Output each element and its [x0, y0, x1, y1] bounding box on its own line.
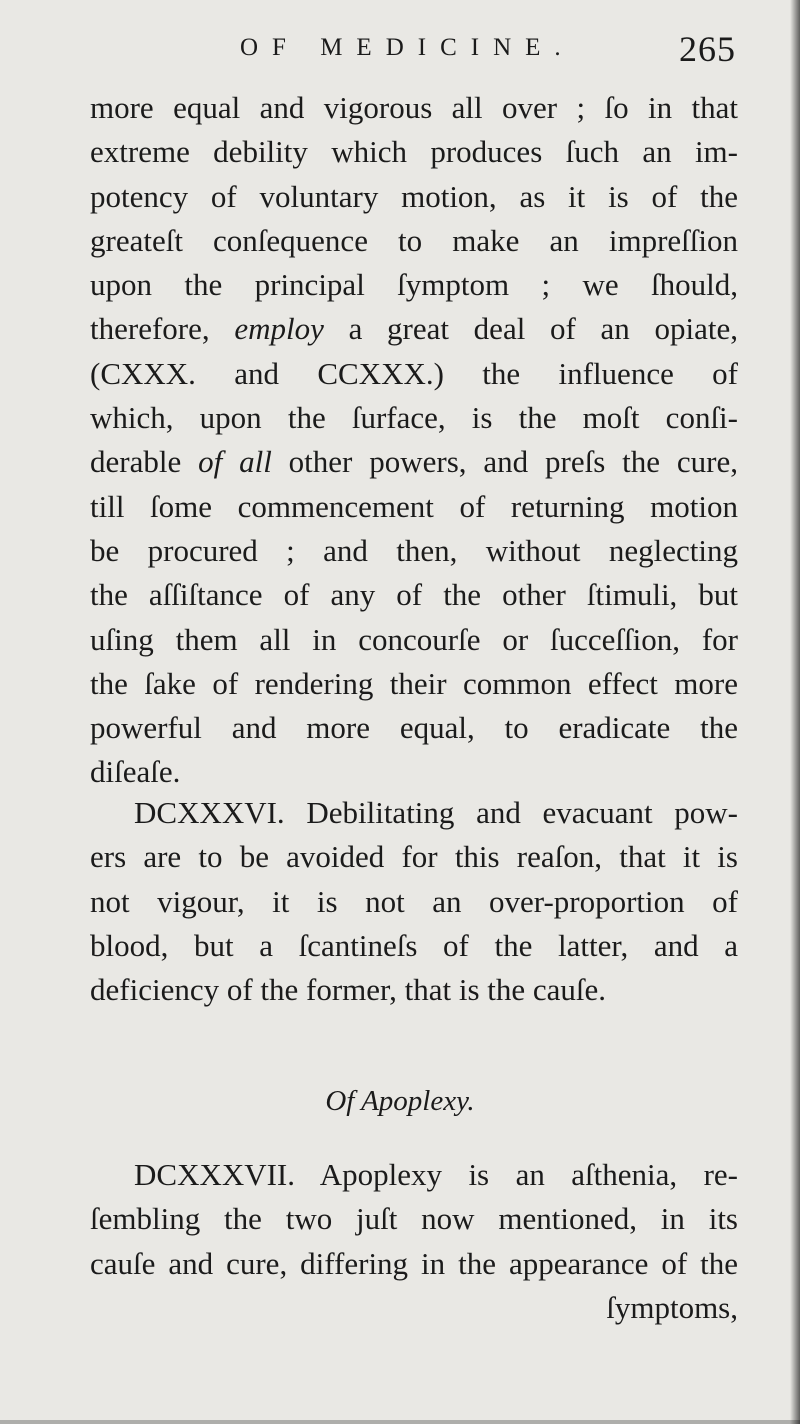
- italic-run-line: therefore, employ a great deal of an opiate,: [90, 311, 738, 347]
- catchword: ſymptoms,: [606, 1290, 738, 1325]
- text-line: upon the principal ſymptom ; we ſhould,: [90, 267, 738, 303]
- text-line: the ſake of rendering their common effect more: [90, 665, 738, 701]
- text-line: DCXXXVI. Debilitating and evacuant pow-: [134, 795, 738, 830]
- page-bottom-edge: [0, 1420, 800, 1424]
- running-head: [90, 30, 740, 74]
- paragraph-dcxxxvii: [90, 1153, 738, 1286]
- text-line: blood, but a ſcantineſs of the latter, and a: [90, 927, 738, 963]
- text-line: derable of all other powers, and preſs the cure,: [90, 444, 738, 480]
- section-heading: Of Apoplexy.: [325, 1085, 475, 1117]
- text-line: which, upon the ſurface, is the moſt conſi-: [90, 400, 738, 436]
- text-line: till ſome commencement of returning motion: [90, 488, 738, 524]
- text-line: the aſſiſtance of any of the other ſtimuli, but: [90, 577, 738, 613]
- text-line: potency of voluntary motion, as it is of the: [90, 178, 738, 214]
- text-line-with-italic: [90, 307, 738, 351]
- text-line: more equal and vigorous all over ; ſo in that: [90, 90, 738, 125]
- text-line: powerful and more equal, to eradicate the: [90, 710, 738, 746]
- text-line: DCXXXVII. Apoplexy is an aſthenia, re-: [134, 1157, 738, 1192]
- running-title: OF MEDICINE.: [240, 34, 575, 61]
- text-line: not vigour, it is not an over-proportion of: [90, 883, 738, 919]
- text-line: ſembling the two juſt now mentioned, in its: [90, 1201, 738, 1237]
- page-edge-shadow: [790, 0, 800, 1424]
- text-line: ers are to be avoided for this reaſon, that it is: [90, 839, 738, 875]
- paragraph-continued: [90, 86, 738, 795]
- text-line: uſing them all in concourſe or ſucceſſion, for: [90, 621, 738, 657]
- text-line: greateſt conſequence to make an impreſſion: [90, 222, 738, 258]
- text-line: (CXXX. and CCXXX.) the influence of: [90, 355, 738, 391]
- text-line: extreme debility which produces ſuch an im-: [90, 134, 738, 170]
- text-line: deficiency of the former, that is the cauſe.: [90, 972, 607, 1008]
- paragraph-dcxxxvi: [90, 791, 738, 1012]
- text-line: be procured ; and then, without neglecting: [90, 532, 738, 568]
- page-number: 265: [679, 29, 736, 69]
- text-line: diſeaſe.: [90, 754, 181, 790]
- text-line: cauſe and cure, differing in the appearance of the: [90, 1245, 738, 1281]
